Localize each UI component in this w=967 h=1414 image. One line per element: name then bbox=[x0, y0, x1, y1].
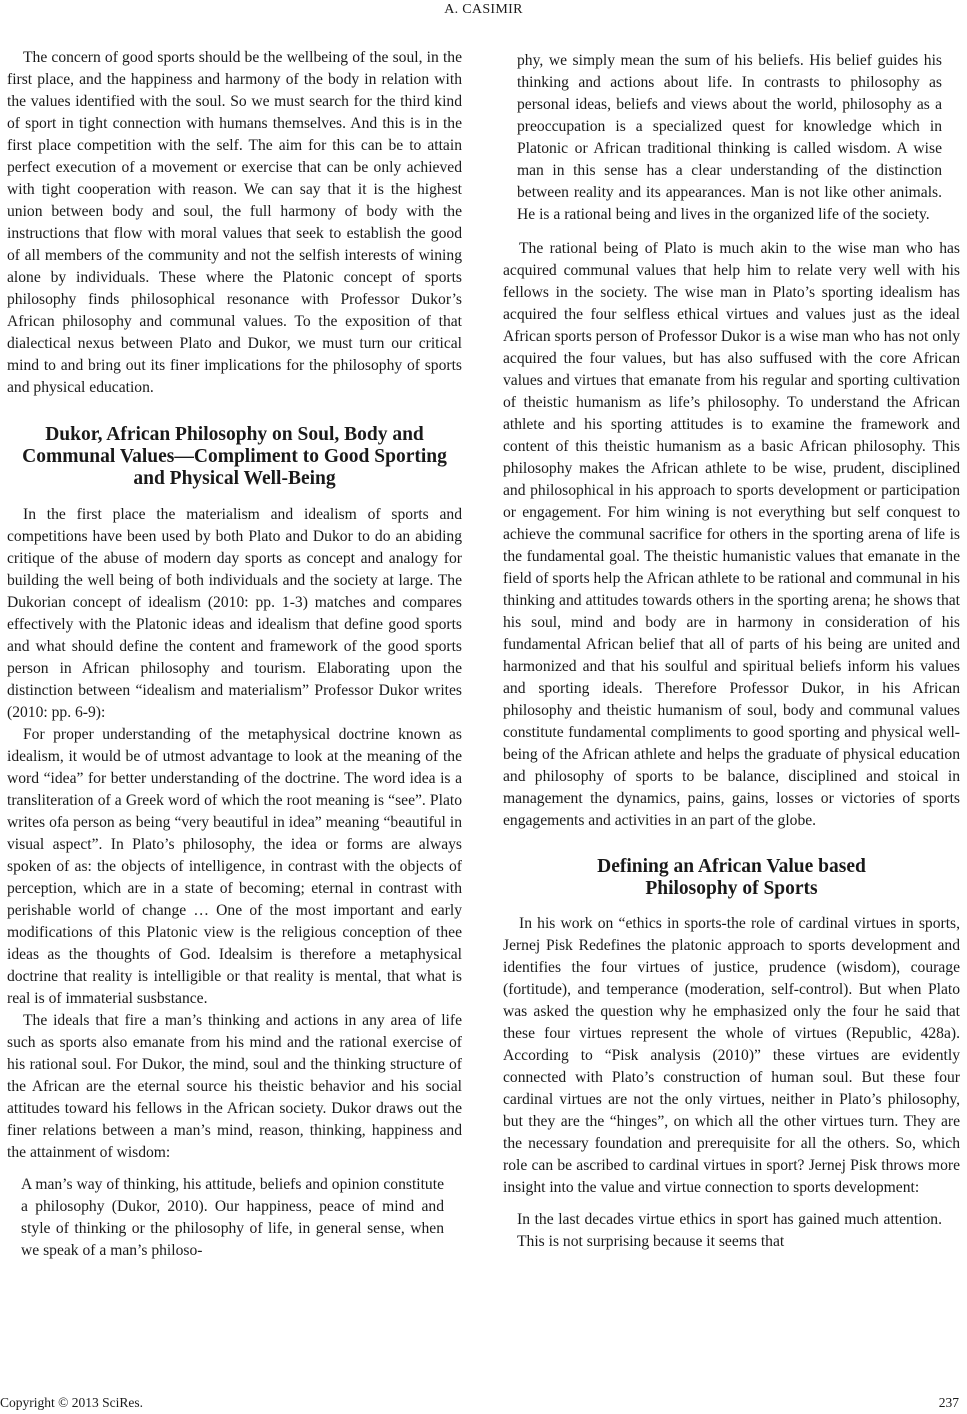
paragraph: For proper understanding of the metaphysical doctrine known as idealism, it would be of utmost advantage to look at the meaning of the word “idea” for better understanding of the doctrine. The word idea is a transliteration of a Greek word of which the root meaning is “see”. Plato writes ofa person as being “very beautiful in idea” meaning “beautiful in visual aspect”. In Plato’s philosophy, the idea or forms are always spoken of as: the objects of intelligence, in contrast with the objects of perception, which are in a state of becoming; eternal in contrast with perishable world of change … One of the most important and early modifications of this Platonic view is the religious conception of thee ideas as the thoughts of God. Idealsim is therefore a metaphysical doctrine that reality is intelligible or that reality is mental, that what is real is of immaterial susbstance. bbox=[7, 726, 462, 1007]
quote-text: In the last decades virtue ethics in sport has gained much attention. This is not surprising because it seems that bbox=[517, 1211, 942, 1250]
page-number: 237 bbox=[938, 1395, 959, 1410]
section-heading: Defining an African Value based Philosophy of Sports bbox=[597, 856, 866, 899]
right-column bbox=[503, 50, 960, 1253]
left-column bbox=[7, 47, 462, 1262]
running-head: A. CASIMIR bbox=[444, 2, 523, 17]
block-quote bbox=[7, 1174, 462, 1262]
paragraph: In the first place the materialism and idealism of sports and competitions have been used by both Plato and Dukor to do an abiding critique of the abuse of modern day sports as concept and analogy for building the well being of both individuals and the society at large. The Dukorian concept of idealism (2010: pp. 1-3) matches and compares effectively with the Platonic ideas and idealism that define good sports and what should define the content and framework of the good sports person in African philosophy and tourism. Elaborating upon the distinction between “idealism and materialism” Professor Dukor writes (2010: pp. 6-9): bbox=[7, 506, 462, 721]
quote-text: A man’s way of thinking, his attitude, beliefs and opinion constitute a philosophy (Dukor, 2010). Our happiness, peace of mind and style of thinking or the philosophy of life, in general sense, when we speak of a man’s philoso- bbox=[21, 1176, 444, 1259]
paragraph: The rational being of Plato is much akin to the wise man who has acquired communal values that help him to relate very well with his fellows in the society. The wise man in Plato’s sporting idealism has acquired the four selfless ethical virtues and values just as the ideal African sports person of Professor Dukor is a wise man who has not only acquired the four values, but has also suffused with the core African values and virtues that emanate from his regular and sporting cultivation of theistic humanism as life’s philosophy. To understand the African athlete and his sporting attitudes is to examine the framework and content of this theistic humanism as a basic African philosophy. This philosophy makes the African athlete to be wise, prudent, disciplined and philosophical in his approach to sports development or participation or engagement. For him wining is not everything but self conquest to achieve the communal sacrifice for others in the sporting arena of life is the fundamental goal. The theistic humanistic values that emanate in the field of sports help the African athlete to be rational and communal in his thinking and attitudes towards others in the sporting arena; he shows that his soul, mind and body are in harmony in consideration of his fundamental African belief that all of parts of his being are united and harmonized and that his soulful and spiritual beliefs inform his values and sporting ideals. Therefore Professor Dukor, in his African philosophy and theistic humanism of soul, body and communal values constitute fundamental compliments to good sporting and physical well- being of the African athlete and helps the graduate of physical education and philosophy of sports to be balance, disciplined and stoical in management the dynamics, pains, gains, losses or victories of sports engagements and activities in an part of the globe. bbox=[503, 240, 960, 829]
paragraph: The ideals that fire a man’s thinking and actions in any area of life such as sports also emanate from his mind and the rational exercise of his rational soul. For Dukor, the mind, soul and the thinking structure of the African are the eternal source his theistic behavior and his social attitudes toward his fellows in the African society. Dukor draws out the finer relations between a man’s mind, reason, thinking, happiness and the attainment of wisdom: bbox=[7, 1012, 462, 1161]
copyright: Copyright © 2013 SciRes. bbox=[0, 1395, 144, 1410]
block-quote bbox=[503, 50, 960, 226]
block-quote bbox=[503, 1209, 960, 1253]
paragraph: The concern of good sports should be the wellbeing of the soul, in the first place, and the happiness and harmony of the body in relation with the values identified with the soul. So we must search for the third kind of sport in tight connection with humans themselves. And this is in the first place competition with the self. The aim for this can be to attain perfect execution of a movement or exercise that can be only achieved with tight cooperation with reason. We can say that it is the highest union between body and soul, the full harmony of body with the instructions that flow with moral values that seek to establish the good of all members of the community and not the selfish interests of wining alone by individuals. These where the Platonic concept of sports philosophy finds philosophical resonance with Professor Dukor’s African philosophy and communal values. To the exposition of that dialectical nexus between Plato and Dukor, we must turn our critical mind to and bring out its finer implications for the philosophy of sports and physical education. bbox=[7, 49, 462, 396]
paragraph: In his work on “ethics in sports-the role of cardinal virtues in sports, Jernej Pisk Redefines the platonic approach to sports development and identifies the four virtues of justice, prudence (wisdom), courage (fortitude), and temperance (moderation, self-control). But when Plato was asked the question why he emphasized only the four he said that these four virtues represent the whole of virtues (Republic, 428a). According to “Pisk analysis (2010)” these virtues are evidently connected with Plato’s construction of human soul. But these four cardinal virtues are not the only virtues, neither in Plato’s philosophy, but they are the “hinges”, on which all the other virtues turn. They are the necessary foundation and prerequisite for all the others. So, which role can be ascribed to cardinal virtues in sport? Jernej Pisk throws more insight into the value and virtue connection to sports development: bbox=[503, 915, 960, 1196]
section-heading: Dukor, African Philosophy on Soul, Body and Communal Values—Compliment to Good Sporting and Physical Well-Being bbox=[22, 424, 447, 489]
quote-text: phy, we simply mean the sum of his beliefs. His belief guides his thinking and actions about life. In contrasts to philosophy as personal ideas, beliefs and views about the world, philosophy as a preoccupation is a specialized quest for knowledge which in Platonic or African traditional thinking is called wisdom. A wise man in this sense has a clear understanding of the distinction between reality and its appearances. Man is not like other animals. He is a rational being and lives in the organized life of the society. bbox=[517, 52, 942, 223]
